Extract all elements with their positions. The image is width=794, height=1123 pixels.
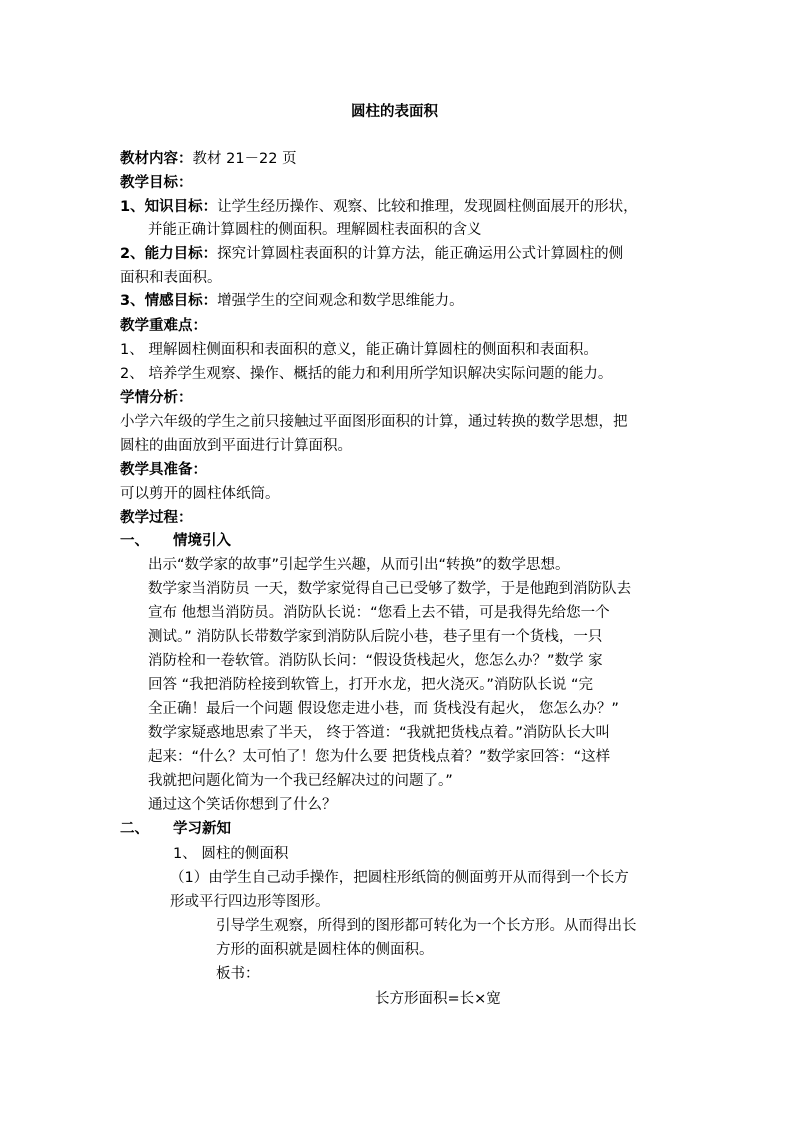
keypoints-heading: 教学重难点： <box>120 318 207 334</box>
story-line-8: 数学家疑惑地思索了半天， 终于答道：“我就把货栈点着。”消防队长大叫 <box>148 725 610 741</box>
goal-emotion <box>120 290 464 312</box>
formula-line: 长方形面积=长×宽 <box>375 991 501 1007</box>
story-line-1: 出示“数学家的故事”引起学生兴趣，从而引出“转换”的数学思想。 <box>148 557 570 573</box>
part2-guide-line1: 引导学生观察，所得到的图形都可转化为一个长方形。从而得出长 <box>216 918 637 934</box>
story-line-2: 数学家当消防员 一天，数学家觉得自己已受够了数学，于是他跑到消防队去 <box>148 581 632 597</box>
part2-num: 二、 <box>120 821 149 837</box>
board-label: 板书： <box>216 966 260 982</box>
part2-sub1: 1、 圆柱的侧面积 <box>173 846 289 862</box>
story-line-11: 通过这个笑话你想到了什么？ <box>148 797 337 813</box>
goals-heading: 教学目标： <box>120 175 193 191</box>
goal-ability-cont: 面积和表面积。 <box>120 270 222 286</box>
tools-text: 可以剪开的圆柱体纸筒。 <box>120 486 280 502</box>
part2-title: 学习新知 <box>173 821 231 837</box>
goal-ability-text: 探究计算圆柱表面积的计算方法，能正确运用公式计算圆柱的侧 <box>217 246 624 262</box>
keypoint-1: 1、 理解圆柱侧面积和表面积的意义，能正确计算圆柱的侧面积和表面积。 <box>120 342 598 358</box>
part1-num: 一、 <box>120 533 149 549</box>
story-line-6: 回答 “我把消防栓接到软管上，打开水龙，把火浇灭。”消防队长说 “完 <box>148 677 594 693</box>
analysis-heading: 学情分析： <box>120 390 193 406</box>
analysis-text-2: 圆柱的曲面放到平面进行计算面积。 <box>120 438 352 454</box>
part2-guide-line2: 方形的面积就是圆柱体的侧面积。 <box>216 942 434 958</box>
page-title: 圆柱的表面积 <box>351 104 438 120</box>
tools-heading: 教学具准备： <box>120 462 207 478</box>
goal-emotion-text: 增强学生的空间观念和数学思维能力。 <box>217 293 464 309</box>
story-line-7: 全正确！最后一个问题 假设您走进小巷，而 货栈没有起火， 您怎么办？” <box>148 701 619 717</box>
content-line <box>120 148 297 170</box>
part1-title: 情境引入 <box>173 533 231 549</box>
story-line-9: 起来：“什么？太可怕了！您为什么要 把货栈点着？”数学家回答：“这样 <box>148 749 611 765</box>
goal-knowledge <box>120 196 638 218</box>
story-line-10: 我就把问题化简为一个我已经解决过的问题了。” <box>148 773 453 789</box>
process-heading: 教学过程： <box>120 510 193 526</box>
analysis-text-1: 小学六年级的学生之前只接触过平面图形面积的计算，通过转换的数学思想，把 <box>120 414 628 430</box>
part2-step1-line2: 形或平行四边形等图形。 <box>170 894 330 910</box>
goal-ability-label: 2、能力目标： <box>120 246 218 262</box>
part2-heading <box>120 818 231 840</box>
goal-ability <box>120 243 623 265</box>
content-label: 教材内容： <box>120 151 193 167</box>
goal-knowledge-label: 1、知识目标： <box>120 199 218 215</box>
goal-knowledge-text: 让学生经历操作、观察、比较和推理，发现圆柱侧面展开的形状， <box>217 199 638 215</box>
part2-step1-line1: （1）由学生自己动手操作，把圆柱形纸筒的侧面剪开从而得到一个长方 <box>170 870 629 886</box>
story-line-5: 消防栓和一卷软管。消防队长问：“假设货栈起火，您怎么办？”数学 家 <box>148 653 603 669</box>
goal-emotion-label: 3、情感目标： <box>120 293 218 309</box>
keypoint-2: 2、 培养学生观察、操作、概括的能力和利用所学知识解决实际问题的能力。 <box>120 366 613 382</box>
goal-knowledge-cont: 并能正确计算圆柱的侧面积。理解圆柱表面积的含义 <box>148 222 482 238</box>
part1-heading <box>120 530 231 552</box>
story-line-3: 宣布 他想当消防员。消防队长说：“您看上去不错，可是我得先给您一个 <box>148 605 610 621</box>
story-line-4: 测试。” 消防队长带数学家到消防队后院小巷，巷子里有一个货栈，一只 <box>148 629 603 645</box>
content-value: 教材 21－22 页 <box>192 151 297 167</box>
